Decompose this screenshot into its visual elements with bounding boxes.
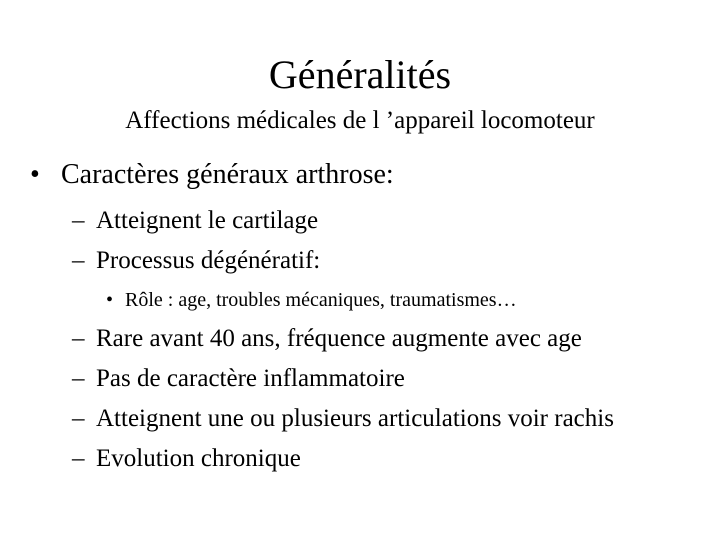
slide-subtitle: Affections médicales de l ’appareil locomoteur (125, 107, 595, 134)
dash-marker: – (72, 247, 85, 274)
dash-marker: – (72, 365, 85, 392)
dash-marker: – (72, 207, 85, 234)
bullet-item-level3 (106, 288, 517, 312)
bullet-item-level2 (72, 404, 614, 434)
bullet-item-level2 (72, 364, 405, 394)
bullet-marker: • (30, 159, 40, 190)
bullet-item-level2 (72, 444, 301, 474)
bullet-text: Processus dégénératif: (96, 247, 321, 274)
bullet-item-level2 (72, 246, 320, 276)
bullet-item-level1 (30, 158, 394, 192)
slide-title: Généralités (268, 52, 452, 97)
bullet-text: Atteignent une ou plusieurs articulations voir rachis (96, 405, 614, 432)
bullet-text: Pas de caractère inflammatoire (96, 365, 405, 392)
bullet-text: Evolution chronique (96, 445, 301, 472)
bullet-text: Caractères généraux arthrose: (61, 159, 394, 190)
dash-marker: – (72, 445, 85, 472)
bullet-text: Rôle : age, troubles mécaniques, traumatismes… (125, 289, 517, 311)
bullet-item-level2 (72, 206, 318, 236)
bullet-item-level2 (72, 324, 582, 354)
bullet-marker: • (106, 289, 114, 311)
dash-marker: – (72, 325, 85, 352)
bullet-text: Rare avant 40 ans, fréquence augmente avec age (96, 325, 582, 352)
bullet-text: Atteignent le cartilage (96, 207, 319, 234)
dash-marker: – (72, 405, 85, 432)
